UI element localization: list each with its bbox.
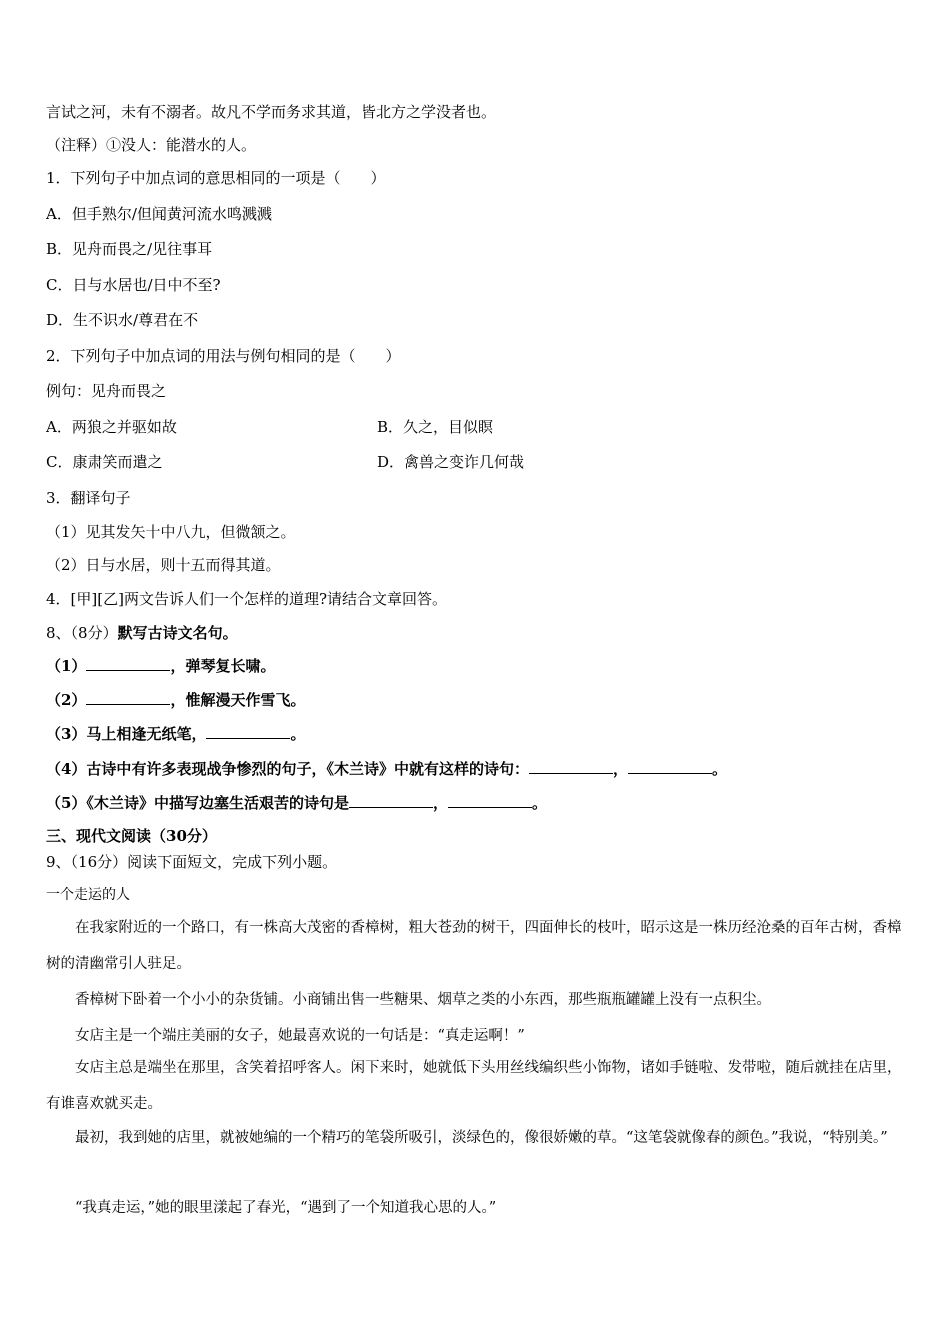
q2-option-b: B．久之，目似瞑 xyxy=(377,418,494,436)
text-line: 言试之河，未有不溺者。故凡不学而务求其道，皆北方之学没者也。 xyxy=(46,103,497,121)
story-paragraph: “我真走运，”她的眼里漾起了春光，“遇到了一个知道我心思的人。” xyxy=(75,1200,497,1216)
q8-item-3-end: 。 xyxy=(290,725,306,743)
q3-item-1: （1）见其发矢十中八九，但微颔之。 xyxy=(46,523,296,541)
q8-item-1 xyxy=(46,656,275,676)
answer-blank[interactable] xyxy=(349,793,433,808)
q8-item-5-text: （5）《木兰诗》中描写边塞生活艰苦的诗句是 xyxy=(46,794,349,812)
q8-prefix: 8、（8分） xyxy=(46,624,118,642)
q8-item-3 xyxy=(46,724,305,744)
q2-option-d: D．禽兽之变诈几何哉 xyxy=(377,453,525,471)
q8-item-1-text: ，弹琴复长啸。 xyxy=(170,657,276,675)
story-title: 一个走运的人 xyxy=(46,887,130,903)
q8-item-5 xyxy=(46,793,547,813)
answer-blank[interactable] xyxy=(448,793,532,808)
q8-item-5-end: 。 xyxy=(531,794,547,812)
q8-item-4 xyxy=(46,759,727,779)
q8-title: 默写古诗文名句。 xyxy=(117,624,238,642)
story-paragraph: 最初，我到她的店里，就被她编的一个精巧的笔袋所吸引，淡绿色的，像很娇嫩的草。“这笔袋就像春的颜色。”我说，“特别美。” xyxy=(75,1130,888,1146)
q8-item-4-end: 。 xyxy=(711,760,727,778)
q8-item-5-sep: ， xyxy=(432,794,448,812)
q1-option-b: B．见舟而畏之/见往事耳 xyxy=(46,240,213,258)
q1-option-c: C．日与水居也/日中不至? xyxy=(46,276,221,294)
story-paragraph: 在我家附近的一个路口，有一株高大茂密的香樟树，粗大苍劲的树干，四面伸长的枝叶，昭示这是一株历经沧桑的百年古树，香樟树的清幽常引人驻足。 xyxy=(46,920,902,972)
question-8 xyxy=(46,623,238,643)
q1-option-d: D．生不识水/尊君在不 xyxy=(46,311,199,329)
q1-option-a: A．但手熟尔/但闻黄河流水鸣溅溅 xyxy=(46,205,272,223)
question-2: 2．下列句子中加点词的用法与例句相同的是（ ） xyxy=(46,347,401,365)
question-1: 1．下列句子中加点词的意思相同的一项是（ ） xyxy=(46,169,386,187)
section-heading: 三、现代文阅读（30分） xyxy=(46,827,217,845)
answer-blank[interactable] xyxy=(628,759,712,774)
q8-item-4-text: （4）古诗中有许多表现战争惨烈的句子，《木兰诗》中就有这样的诗句： xyxy=(46,760,529,778)
question-3: 3．翻译句子 xyxy=(46,489,131,507)
story-paragraph: 女店主是一个端庄美丽的女子，她最喜欢说的一句话是：“真走运啊！” xyxy=(75,1028,525,1044)
answer-blank[interactable] xyxy=(206,724,290,739)
answer-blank[interactable] xyxy=(529,759,613,774)
story-paragraph: 女店主总是端坐在那里，含笑着招呼客人。闲下来时，她就低下头用丝线编织些小饰物，诸如手链啦、发带啦，随后就挂在店里，有谁喜欢就买走。 xyxy=(46,1060,902,1112)
q8-item-4-sep: ， xyxy=(612,760,628,778)
story-paragraph: 香樟树下卧着一个小小的杂货铺。小商铺出售一些糖果、烟草之类的小东西，那些瓶瓶罐罐上没有一点积尘。 xyxy=(75,992,771,1008)
q8-item-2 xyxy=(46,690,305,710)
q2-option-c: C．康肃笑而遣之 xyxy=(46,453,163,471)
q2-option-a: A．两狼之并驱如故 xyxy=(46,418,177,436)
q2-example: 例句：见舟而畏之 xyxy=(46,382,167,400)
q3-item-2: （2）日与水居，则十五而得其道。 xyxy=(46,556,281,574)
annotation-note: （注释）①没人：能潜水的人。 xyxy=(46,136,257,154)
question-9: 9、（16分）阅读下面短文，完成下列小题。 xyxy=(46,853,338,871)
q8-item-1-num: （1） xyxy=(46,657,87,675)
q8-item-2-num: （2） xyxy=(46,691,87,709)
question-4: 4．[甲][乙]两文告诉人们一个怎样的道理?请结合文章回答。 xyxy=(46,590,447,608)
answer-blank[interactable] xyxy=(86,656,170,671)
answer-blank[interactable] xyxy=(86,690,170,705)
q8-item-3-text: （3）马上相逢无纸笔， xyxy=(46,725,207,743)
q8-item-2-text: ，惟解漫天作雪飞。 xyxy=(170,691,306,709)
